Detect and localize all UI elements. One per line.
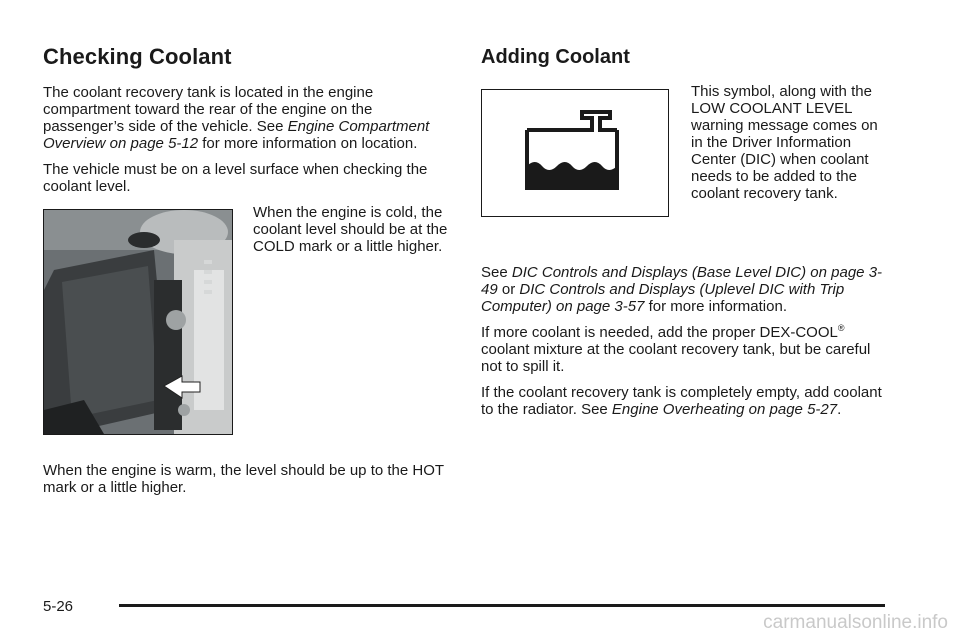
dex-cool-text-end: coolant mixture at the coolant recovery tank, but be careful not to spill it. [481,341,871,375]
location-paragraph [43,84,453,152]
location-text-end: for more information on location. [198,135,418,152]
warm-level-paragraph: When the engine is warm, the level should be up to the HOT mark or a little higher. [43,462,444,496]
dic-base-level-link[interactable]: DIC Controls and Displays (Base Level DIC) on page 3-49 [481,264,883,298]
low-coolant-icon [482,90,668,216]
photo-block [43,204,453,462]
dex-cool-text: If more coolant is needed, add the proper DEX-COOL [481,324,838,341]
empty-tank-paragraph [481,384,891,418]
engine-photo-image [44,210,232,434]
dic-uplevel-link[interactable]: DIC Controls and Displays (Uplevel DIC with Trip Computer) on page 3-57 [481,281,845,315]
engine-overheating-link[interactable]: Engine Overheating on page 5-27 [611,401,838,418]
or-text: or [497,281,520,298]
more-info-text: for more information. [644,298,787,315]
section-title-checking-coolant: Checking Coolant [43,44,232,69]
section-title-adding-coolant: Adding Coolant [481,46,630,68]
see-text: See [481,264,512,281]
dex-cool-paragraph [481,324,891,375]
level-surface-paragraph: The vehicle must be on a level surface when checking the coolant level. [43,161,428,195]
location-text: The coolant recovery tank is located in the engine compartment toward the rear of the engine on the passenger’s side of the vehicle. See [43,84,374,135]
empty-tank-text-end: . [837,401,842,418]
engine-compartment-link[interactable]: Engine Compartment Overview on page 5-12 [43,118,430,152]
left-column [43,44,453,505]
coolant-tank-photo [43,209,233,435]
page-number: 5-26 [43,598,74,615]
empty-tank-text: If the coolant recovery tank is completely empty, add coolant to the radiator. See [481,384,882,418]
right-column [481,44,891,427]
footer-rule [119,604,885,607]
symbol-block [481,83,891,264]
dic-reference-paragraph [481,264,891,315]
coolant-symbol-box [481,89,669,217]
symbol-caption: This symbol, along with the LOW COOLANT LEVEL warning message comes on in the Driver Information Center (DIC) when coolant needs to be added to the coolant recovery tank. [691,83,878,202]
watermark: carmanualsonline.info [763,612,948,633]
registered-mark: ® [837,323,845,333]
cold-level-caption: When the engine is cold, the coolant level should be at the COLD mark or a little higher. [253,204,448,255]
